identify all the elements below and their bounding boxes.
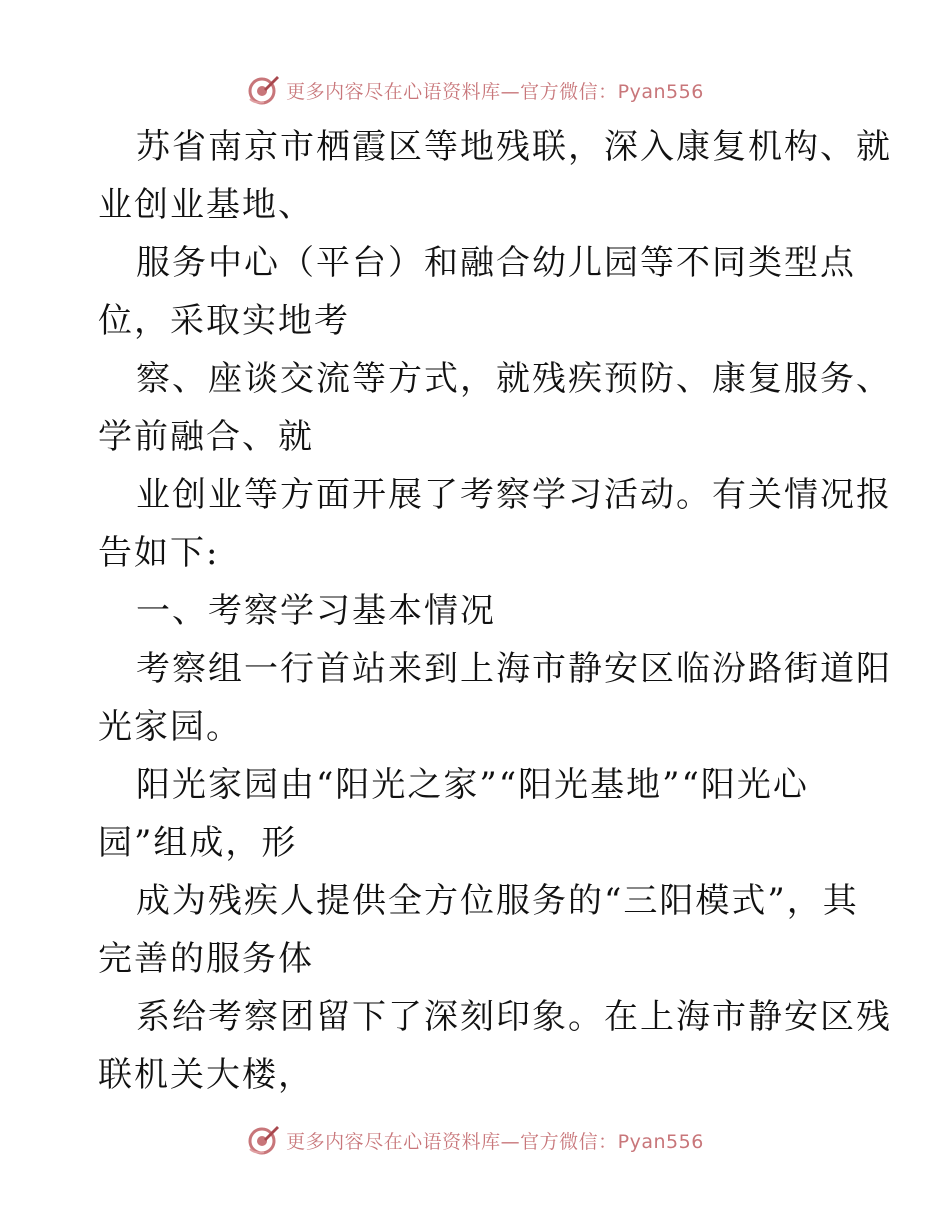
text-line: 成为残疾人提供全方位服务的“三阳模式”，其 (136, 881, 859, 921)
footer-watermark (0, 1120, 950, 1160)
header-watermark (0, 70, 950, 110)
watermark-text: 更多内容尽在心语资料库—官方微信：Pyan556 (286, 1130, 704, 1153)
text-line: 告如下: (98, 533, 220, 573)
text-line: 服务中心（平台）和融合幼儿园等不同类型点 (136, 243, 856, 283)
text-line: 光家园。 (98, 707, 242, 747)
text-line: 阳光家园由“阳光之家”“阳光基地”“阳光心 (136, 765, 809, 805)
text-line: 位，采取实地考 (98, 301, 350, 341)
text-line: 一、考察学习基本情况 (136, 591, 496, 631)
pen-circle-logo-icon (246, 1123, 280, 1157)
pen-circle-logo-icon (246, 73, 280, 107)
text-line: 园”组成，形 (98, 823, 298, 863)
watermark-text: 更多内容尽在心语资料库—官方微信：Pyan556 (286, 80, 704, 103)
text-line: 察、座谈交流等方式，就残疾预防、康复服务、 (136, 359, 892, 399)
text-line: 完善的服务体 (98, 939, 314, 979)
text-line: 学前融合、就 (98, 417, 314, 457)
text-line: 联机关大楼， (98, 1055, 314, 1095)
text-line: 苏省南京市栖霞区等地残联，深入康复机构、就 (136, 127, 892, 167)
text-line: 业创业等方面开展了考察学习活动。有关情况报 (136, 475, 892, 515)
text-line: 考察组一行首站来到上海市静安区临汾路街道阳 (136, 649, 892, 689)
document-body (98, 118, 892, 1104)
text-line: 业创业基地、 (98, 185, 314, 225)
text-line: 系给考察团留下了深刻印象。在上海市静安区残 (136, 997, 892, 1037)
